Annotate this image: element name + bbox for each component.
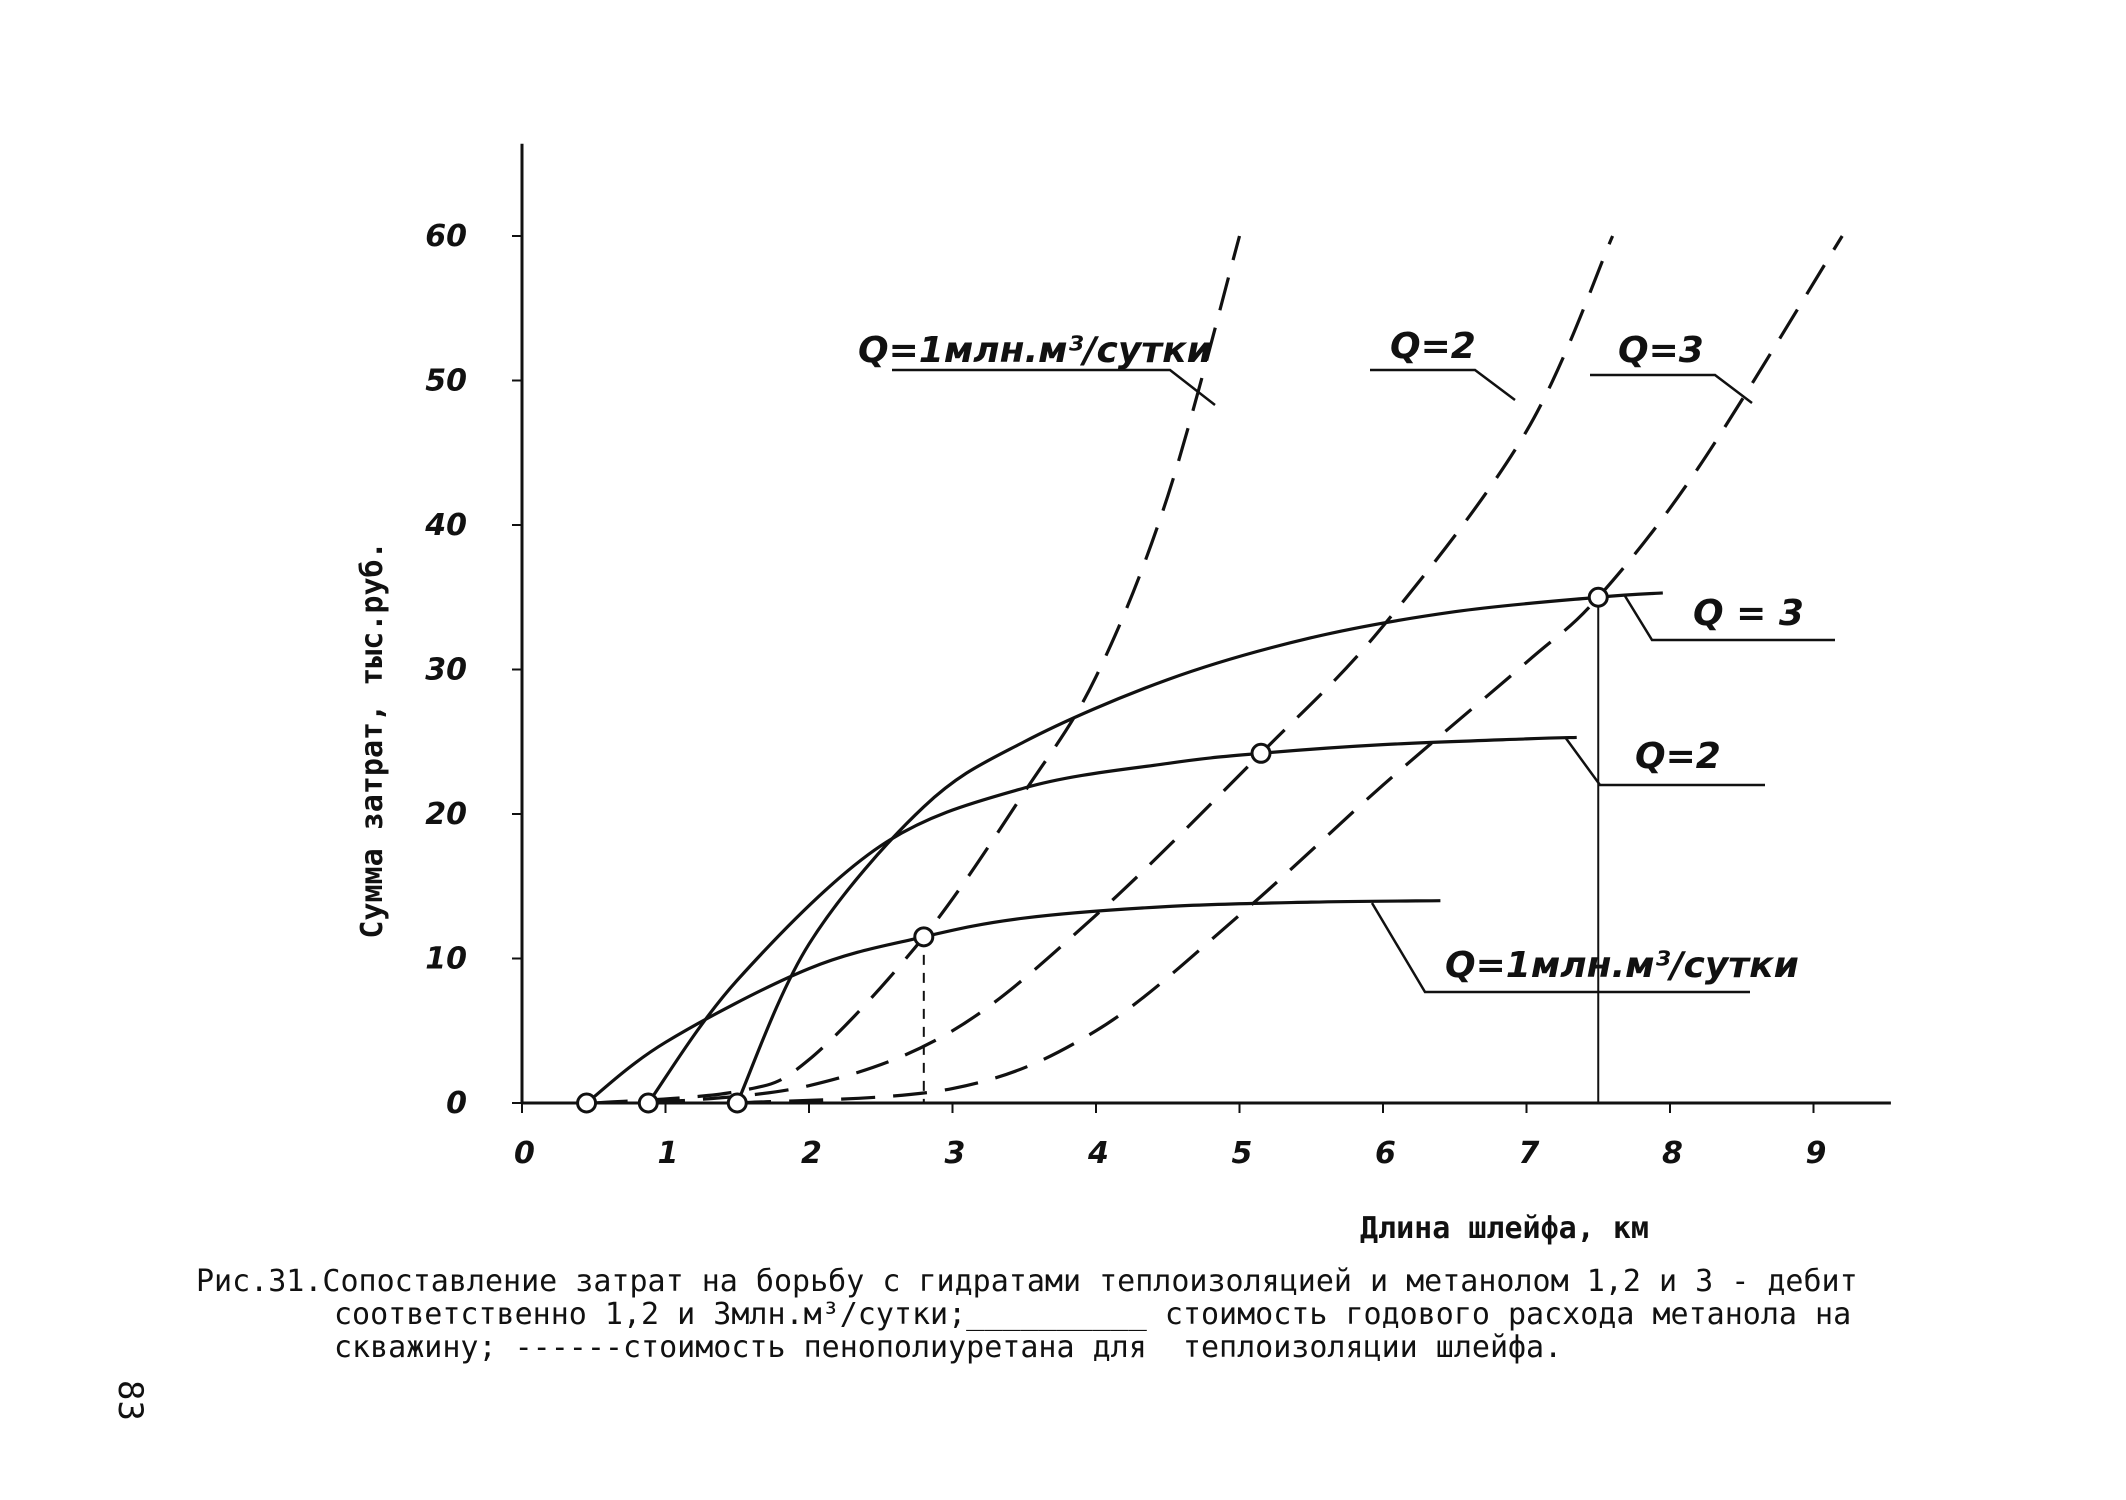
y-tick-label: 20 bbox=[425, 797, 467, 832]
x-tick-label: 0 bbox=[514, 1136, 535, 1171]
label-leader-line bbox=[1590, 375, 1752, 403]
x-axis-title: Длина шлейфа, км bbox=[1360, 1211, 1649, 1246]
x-tick-label: 3 bbox=[944, 1136, 966, 1171]
curve-label: Q=3 bbox=[1618, 330, 1704, 371]
curve-label: Q=2 bbox=[1390, 326, 1476, 367]
x-tick-label: 2 bbox=[801, 1136, 822, 1171]
curve-labels bbox=[858, 326, 1835, 992]
x-tick-label: 6 bbox=[1375, 1136, 1396, 1171]
y-tick-label: 40 bbox=[425, 508, 467, 543]
intersection-marker bbox=[1589, 588, 1607, 606]
caption-line-2: соответственно 1,2 и 3млн.м³/сутки;__________ стоимость годового расхода метанола на bbox=[334, 1297, 1852, 1332]
y-axis-title: Сумма затрат, тыс.руб. bbox=[355, 541, 390, 939]
y-tick-label: 30 bbox=[425, 652, 467, 688]
caption-line-3: скважину; ------стоимость пенополиуретана для теплоизоляции шлейфа. bbox=[334, 1330, 1563, 1365]
y-tick-label: 50 bbox=[425, 363, 467, 399]
curve-label: Q=1млн.м³/сутки bbox=[858, 330, 1212, 371]
intersection-marker bbox=[639, 1094, 657, 1112]
curve-label: Q=2 bbox=[1635, 736, 1721, 777]
curve-label: Q = 3 bbox=[1693, 593, 1804, 634]
curve-label: Q=1млн.м³/сутки bbox=[1445, 945, 1799, 986]
intersection-marker bbox=[728, 1094, 746, 1112]
intersection-marker bbox=[1252, 744, 1270, 762]
y-tick-label: 0 bbox=[446, 1086, 467, 1121]
x-tick-label: 8 bbox=[1662, 1136, 1683, 1171]
figure-caption bbox=[196, 1265, 1996, 1364]
page-number: 83 bbox=[110, 1380, 150, 1421]
label-leader-line bbox=[1370, 370, 1515, 400]
x-tick-label: 7 bbox=[1518, 1136, 1540, 1171]
intersection-marker bbox=[578, 1094, 596, 1112]
label-leader-line bbox=[892, 370, 1215, 405]
solid-curve-2 bbox=[648, 737, 1576, 1103]
caption-line-1: Рис.31.Сопоставление затрат на борьбу с гидратами теплоизоляцией и метанолом 1,2 и 3 - дебит bbox=[196, 1264, 1858, 1299]
y-tick-label: 60 bbox=[425, 219, 467, 254]
x-tick-label: 1 bbox=[657, 1136, 679, 1171]
x-tick-label: 4 bbox=[1088, 1136, 1109, 1171]
x-tick-label: 5 bbox=[1231, 1136, 1253, 1171]
droplines bbox=[924, 597, 1598, 1103]
y-tick-label: 10 bbox=[425, 941, 467, 977]
x-tick-label: 9 bbox=[1805, 1136, 1827, 1171]
intersection-marker bbox=[915, 928, 933, 946]
